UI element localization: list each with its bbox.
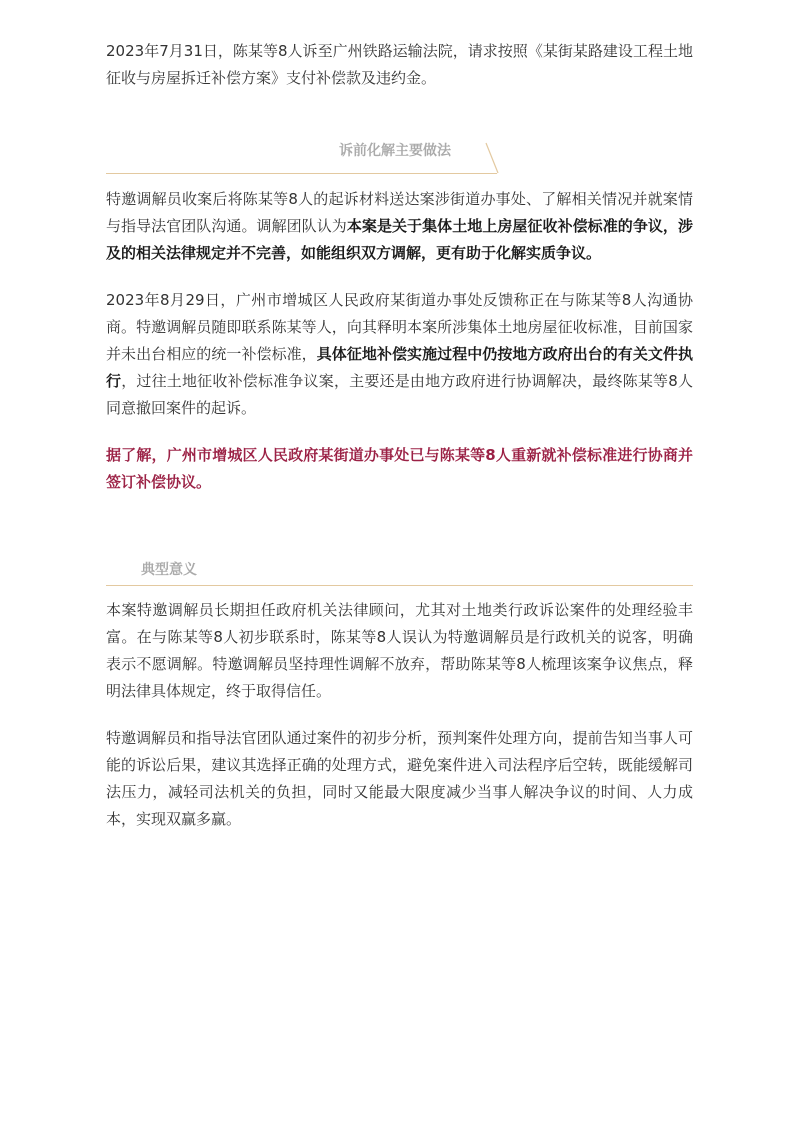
section-title-significance: 典型意义 (141, 562, 197, 578)
section-divider (106, 585, 693, 586)
text-run: 特邀调解员收案后将陈某等8人的起诉材料送达案涉街道办事处、了解相关情况并就案情与指导法官团队沟通。调解团队认为 (106, 190, 693, 235)
emphasis-text: 具体征地补偿实施过程中仍按地方政府出台的有关文件执行 (106, 345, 693, 390)
text-run: 2023年8月29日，广州市增城区人民政府某街道办事处反馈称正在与陈某等8人沟通协商。特邀调解员随即联系陈某等人，向其释明本案所涉集体土地房屋征收标准，目前国家并未出台相应的统一补偿标准， (106, 291, 693, 363)
section-title-practice: 诉前化解主要做法 (339, 143, 451, 159)
emphasis-text: 本案是关于集体土地上房屋征收补偿标准的争议，涉及的相关法律规定并不完善，如能组织双方调解，更有助于化解实质争议。 (106, 217, 693, 262)
practice-paragraph-1 (106, 186, 693, 267)
significance-paragraph-1: 本案特邀调解员长期担任政府机关法律顾问，尤其对土地类行政诉讼案件的处理经验丰富。在与陈某等8人初步联系时，陈某等8人误认为特邀调解员是行政机关的说客，明确表示不愿调解。特邀调解员坚持理性调解不放弃，帮助陈某等8人梳理该案争议焦点，释明法律具体规定，终于取得信任。 (106, 601, 693, 700)
section-divider (106, 173, 497, 174)
intro-paragraph: 2023年7月31日，陈某等8人诉至广州铁路运输法院，请求按照《某街某路建设工程土地征收与房屋拆迁补偿方案》支付补偿款及违约金。 (106, 42, 693, 87)
result-paragraph: 据了解，广州市增城区人民政府某街道办事处已与陈某等8人重新就补偿标准进行协商并签订补偿协议。 (106, 446, 693, 491)
title-decoration-slash (484, 141, 500, 177)
practice-paragraph-2 (106, 287, 693, 422)
text-run: ，过往土地征收补偿标准争议案，主要还是由地方政府进行协调解决，最终陈某等8人同意撤回案件的起诉。 (106, 372, 693, 417)
significance-paragraph-2: 特邀调解员和指导法官团队通过案件的初步分析，预判案件处理方向，提前告知当事人可能的诉讼后果，建议其选择正确的处理方式，避免案件进入司法程序后空转，既能缓解司法压力，减轻司法机关的负担，同时又能最大限度减少当事人解决争议的时间、人力成本，实现双赢多赢。 (106, 729, 693, 828)
